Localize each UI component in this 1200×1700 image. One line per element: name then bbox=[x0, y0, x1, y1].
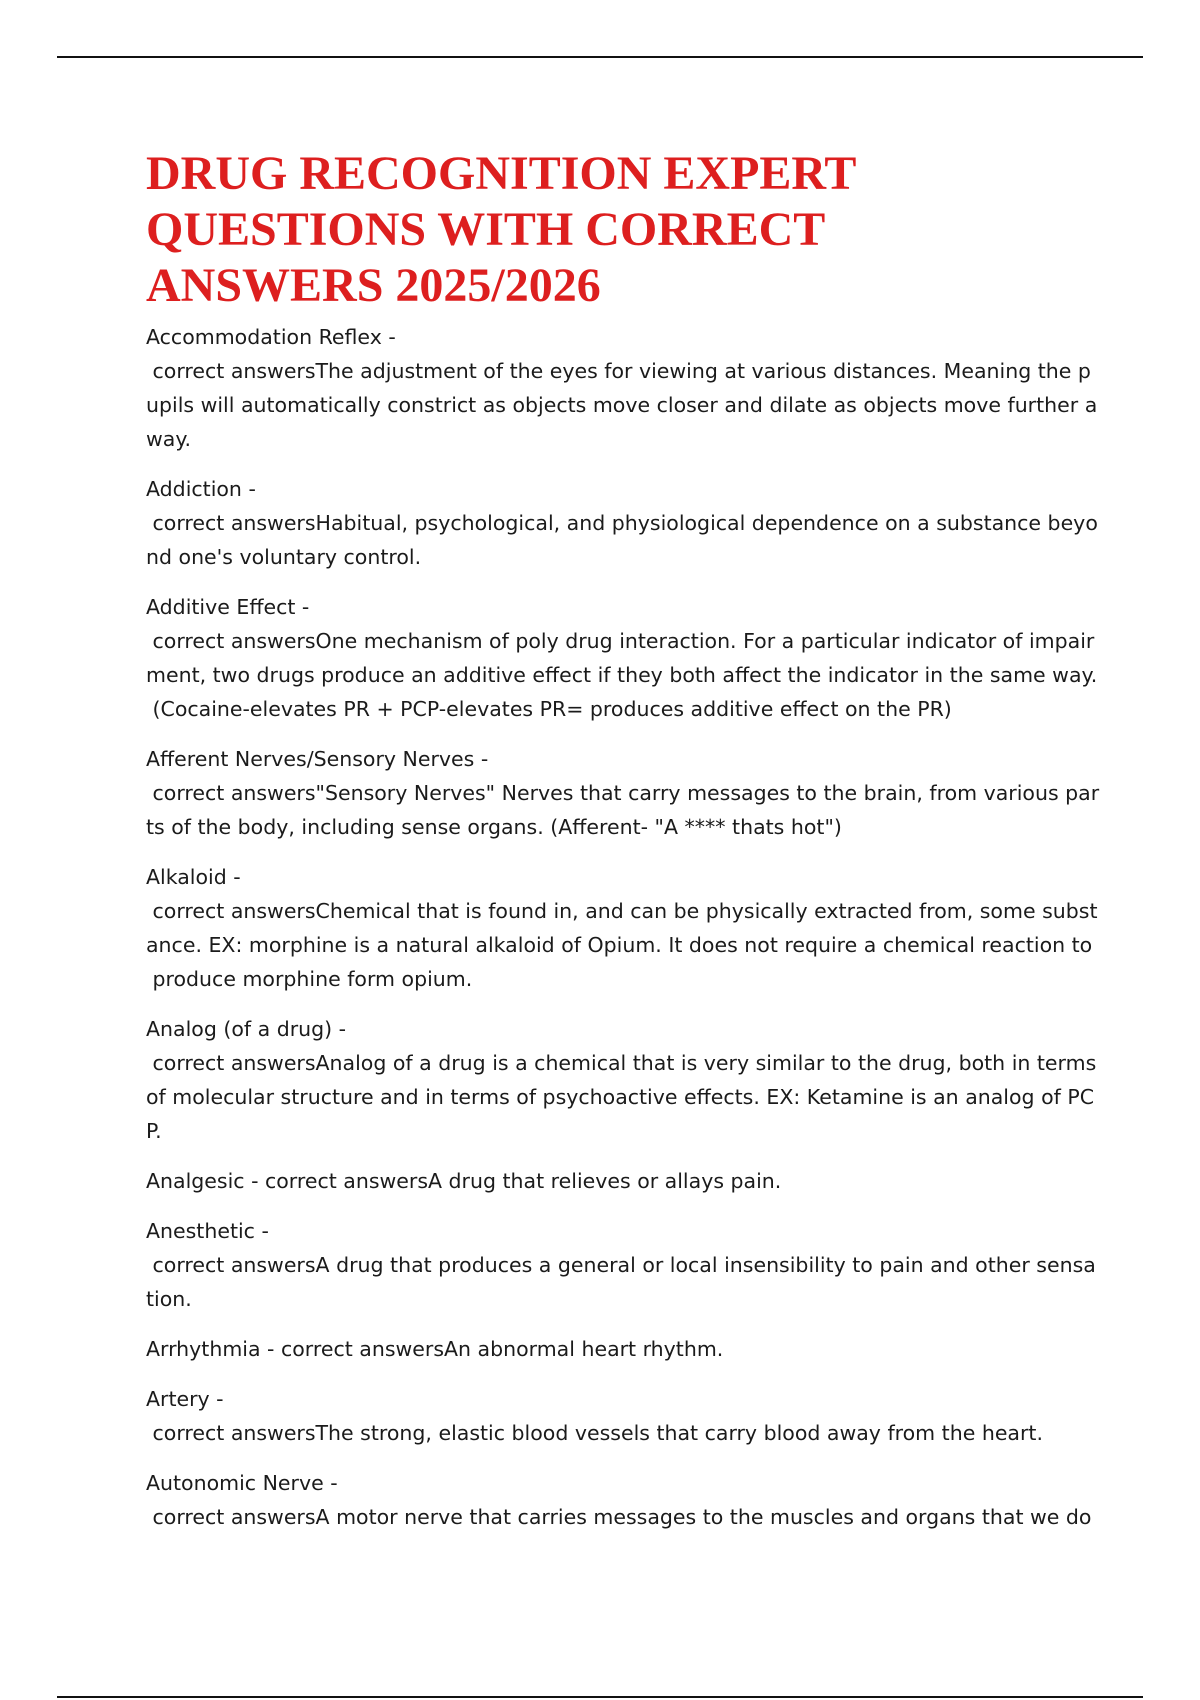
glossary-entry bbox=[146, 320, 1098, 456]
entry-term: Afferent Nerves/Sensory Nerves - bbox=[146, 747, 489, 771]
entry-answer-line: correct answersA drug that relieves or allays pain. bbox=[264, 1169, 782, 1193]
glossary-entry bbox=[146, 1214, 1096, 1316]
entry-answer-line: correct answersChemical that is found in, and can be physically extracted from, some subst bbox=[146, 899, 1098, 923]
entry-answer-line: nd one's voluntary control. bbox=[146, 545, 422, 569]
entry-term: Artery - bbox=[146, 1387, 224, 1411]
entry-term: Analog (of a drug) - bbox=[146, 1017, 347, 1041]
entry-answer-line: tion. bbox=[146, 1287, 192, 1311]
title-line: DRUG RECOGNITION EXPERT bbox=[146, 147, 857, 200]
entry-answer-line: correct answersA drug that produces a general or local insensibility to pain and other sensa bbox=[146, 1253, 1096, 1277]
glossary-entry bbox=[146, 472, 1098, 574]
glossary-entry bbox=[146, 742, 1100, 844]
document-title bbox=[146, 146, 1066, 314]
glossary-entry bbox=[146, 860, 1098, 996]
bottom-rule bbox=[57, 1696, 1143, 1698]
entry-answer-line: way. bbox=[146, 427, 192, 451]
entry-term: Autonomic Nerve - bbox=[146, 1471, 338, 1495]
glossary-entry bbox=[146, 1164, 1066, 1198]
entry-answer-line: upils will automatically constrict as objects move closer and dilate as objects move further a bbox=[146, 393, 1098, 417]
entry-term: Addiction - bbox=[146, 477, 256, 501]
entry-term: Additive Effect - bbox=[146, 595, 310, 619]
entry-term: Analgesic - bbox=[146, 1169, 265, 1193]
entry-answer-line: correct answersHabitual, psychological, and physiological dependence on a substance beyo bbox=[146, 511, 1098, 535]
glossary-entry bbox=[146, 590, 1098, 726]
entry-answer-line: ts of the body, including sense organs. (Afferent- "A **** thats hot") bbox=[146, 815, 842, 839]
title-line: ANSWERS 2025/2026 bbox=[146, 259, 601, 312]
glossary-entry bbox=[146, 1382, 1066, 1450]
entry-answer-line: ment, two drugs produce an additive effect if they both affect the indicator in the same way. bbox=[146, 663, 1098, 687]
entry-answer-line: correct answersOne mechanism of poly drug interaction. For a particular indicator of impair bbox=[146, 629, 1095, 653]
entry-answer-line: produce morphine form opium. bbox=[146, 967, 473, 991]
glossary-entry bbox=[146, 1332, 1066, 1366]
glossary-entry bbox=[146, 1466, 1092, 1534]
document-body bbox=[146, 146, 1100, 1550]
entry-answer-line: correct answersA motor nerve that carries messages to the muscles and organs that we do bbox=[146, 1505, 1092, 1529]
entry-term: Arrhythmia - bbox=[146, 1337, 281, 1361]
title-line: QUESTIONS WITH CORRECT bbox=[146, 203, 826, 256]
entry-answer-line: P. bbox=[146, 1119, 162, 1143]
entry-answer-line: of molecular structure and in terms of psychoactive effects. EX: Ketamine is an analog of PC bbox=[146, 1085, 1095, 1109]
entry-answer-line: ance. EX: morphine is a natural alkaloid of Opium. It does not require a chemical reaction to bbox=[146, 933, 1093, 957]
entry-answer-line: correct answersThe adjustment of the eyes for viewing at various distances. Meaning the p bbox=[146, 359, 1091, 383]
entry-answer-line: correct answersThe strong, elastic blood vessels that carry blood away from the heart. bbox=[146, 1421, 1043, 1445]
top-rule bbox=[57, 56, 1143, 58]
entry-term: Alkaloid - bbox=[146, 865, 241, 889]
glossary-entry bbox=[146, 1012, 1097, 1148]
entry-answer-line: correct answersAnalog of a drug is a chemical that is very similar to the drug, both in terms bbox=[146, 1051, 1097, 1075]
entry-term: Accommodation Reflex - bbox=[146, 325, 396, 349]
entry-answer-line: correct answers"Sensory Nerves" Nerves that carry messages to the brain, from various par bbox=[146, 781, 1100, 805]
entry-answer-line: correct answersAn abnormal heart rhythm. bbox=[280, 1337, 724, 1361]
entry-answer-line: (Cocaine-elevates PR + PCP-elevates PR= produces additive effect on the PR) bbox=[146, 697, 952, 721]
entry-term: Anesthetic - bbox=[146, 1219, 269, 1243]
